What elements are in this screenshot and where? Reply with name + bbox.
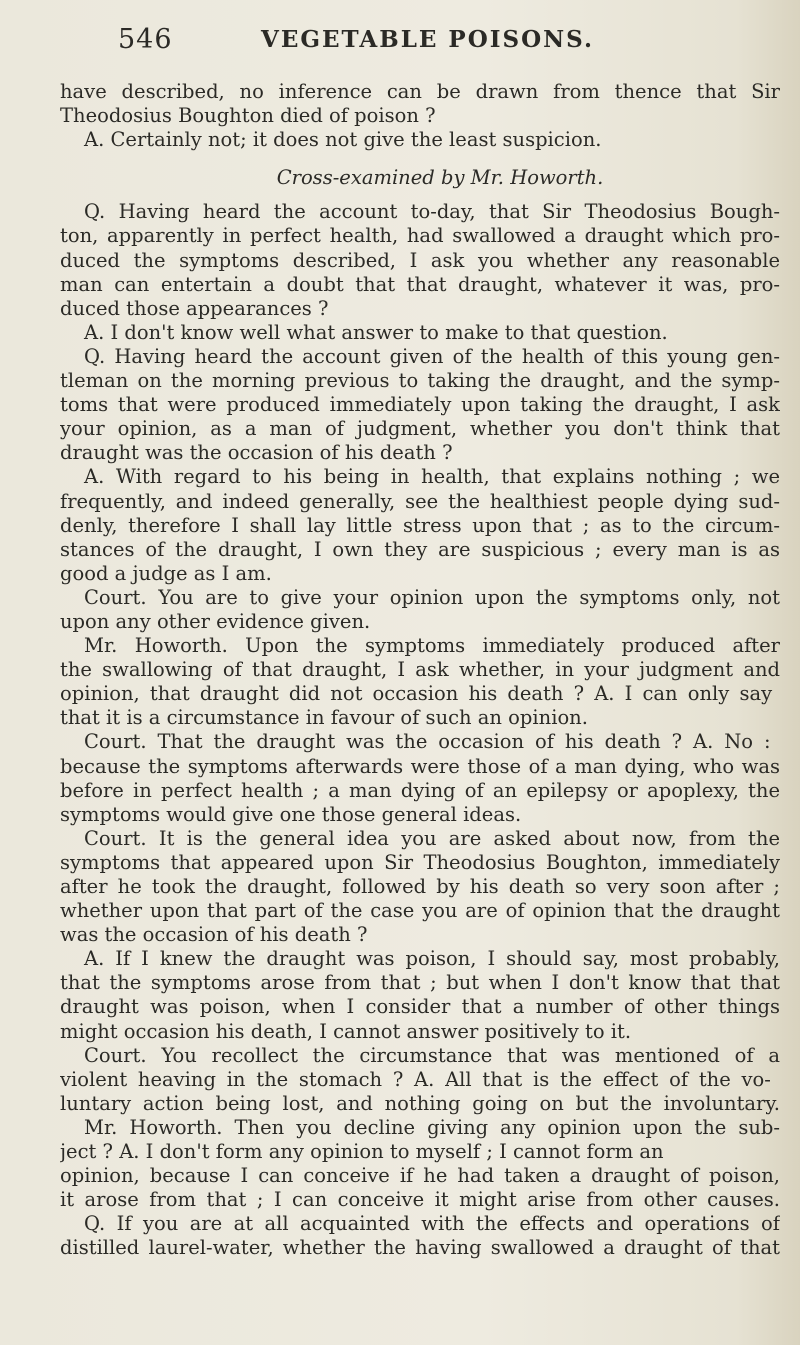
text-line: A. With regard to his being in health, that explains nothing ; we <box>84 465 780 489</box>
text-line: Mr. Howorth. Then you decline giving any opinion upon the sub- <box>84 1115 780 1139</box>
text-line: draught was poison, when I consider that a number of other things <box>60 995 780 1019</box>
text-line: tleman on the morning previous to taking the draught, and the symp- <box>60 369 780 393</box>
section-heading: Cross-examined by Mr. Howorth. <box>276 166 604 190</box>
text-line: Q. Having heard the account given of the health of this young gen- <box>84 344 780 368</box>
text-line: A. If I knew the draught was poison, I should say, most probably, <box>84 947 780 971</box>
text-line: Court. You recollect the circumstance that was mentioned of a <box>84 1043 780 1067</box>
text-line: Court. That the draught was the occasion of his death ? A. No : <box>84 730 771 754</box>
text-line: good a judge as I am. <box>60 561 272 585</box>
body-text <box>60 80 780 1261</box>
text-line: Mr. Howorth. Upon the symptoms immediately produced after <box>84 634 780 658</box>
text-line: might occasion his death, I cannot answer positively to it. <box>60 1019 632 1043</box>
text-line: symptoms that appeared upon Sir Theodosius Boughton, immediately <box>60 850 780 874</box>
text-line: the swallowing of that draught, I ask whether, in your judgment and <box>60 658 780 682</box>
text-line: frequently, and indeed generally, see the healthiest people dying sud- <box>60 489 780 513</box>
text-line: because the symptoms afterwards were those of a man dying, who was <box>60 754 780 778</box>
text-line: upon any other evidence given. <box>60 609 371 633</box>
text-line: denly, therefore I shall lay little stress upon that ; as to the circum- <box>60 513 780 537</box>
text-line: your opinion, as a man of judgment, whether you don't think that <box>60 417 780 441</box>
text-line: after he took the draught, followed by his death so very soon after ; <box>60 875 780 898</box>
running-head: VEGETABLE POISONS. <box>261 26 594 53</box>
page-number: 546 <box>118 24 173 55</box>
text-line: that the symptoms arose from that ; but when I don't know that that <box>60 971 780 995</box>
text-line: opinion, that draught did not occasion his death ? A. I can only say <box>60 682 773 706</box>
text-line: toms that were produced immediately upon taking the draught, I ask <box>60 393 780 417</box>
text-line: opinion, because I can conceive if he had taken a draught of poison, <box>60 1164 780 1188</box>
text-line: duced those appearances ? <box>60 296 329 320</box>
text-line: whether upon that part of the case you are of opinion that the draught <box>60 899 780 923</box>
text-line: stances of the draught, I own they are suspicious ; every man is as <box>60 537 780 561</box>
page-header <box>118 24 758 64</box>
text-line: A. I don't know well what answer to make to that question. <box>84 320 668 344</box>
text-line: draught was the occasion of his death ? <box>60 441 453 465</box>
text-line: duced the symptoms described, I ask you whether any reasonable <box>60 248 780 272</box>
text-line: man can entertain a doubt that that draught, whatever it was, pro- <box>60 272 780 296</box>
text-line: Court. You are to give your opinion upon the symptoms only, not <box>84 585 780 609</box>
text-line: Court. It is the general idea you are asked about now, from the <box>84 826 780 850</box>
text-line: ton, apparently in perfect health, had swallowed a draught which pro- <box>60 224 780 248</box>
text-line: have described, no inference can be drawn from thence that Sir <box>60 80 780 103</box>
text-line: was the occasion of his death ? <box>60 923 368 947</box>
text-line: Q. If you are at all acquainted with the effects and operations of <box>84 1212 780 1236</box>
text-line: distilled laurel-water, whether the having swallowed a draught of that <box>60 1236 780 1260</box>
text-line: violent heaving in the stomach ? A. All that is the effect of the vo- <box>60 1067 771 1091</box>
text-line: before in perfect health ; a man dying of an epilepsy or apoplexy, the <box>60 778 780 802</box>
text-line: Theodosius Boughton died of poison ? <box>60 104 436 128</box>
text-line: A. Certainly not; it does not give the least suspicion. <box>84 128 602 152</box>
text-line: it arose from that ; I can conceive it might arise from other causes. <box>60 1188 780 1212</box>
text-line: that it is a circumstance in favour of such an opinion. <box>60 706 588 730</box>
text-line: luntary action being lost, and nothing going on but the involuntary. <box>60 1091 780 1115</box>
text-line: symptoms would give one those general ideas. <box>60 802 522 826</box>
text-line: Q. Having heard the account to-day, that Sir Theodosius Bough- <box>84 200 780 224</box>
text-line: ject ? A. I don't form any opinion to myself ; I cannot form an <box>60 1140 664 1164</box>
